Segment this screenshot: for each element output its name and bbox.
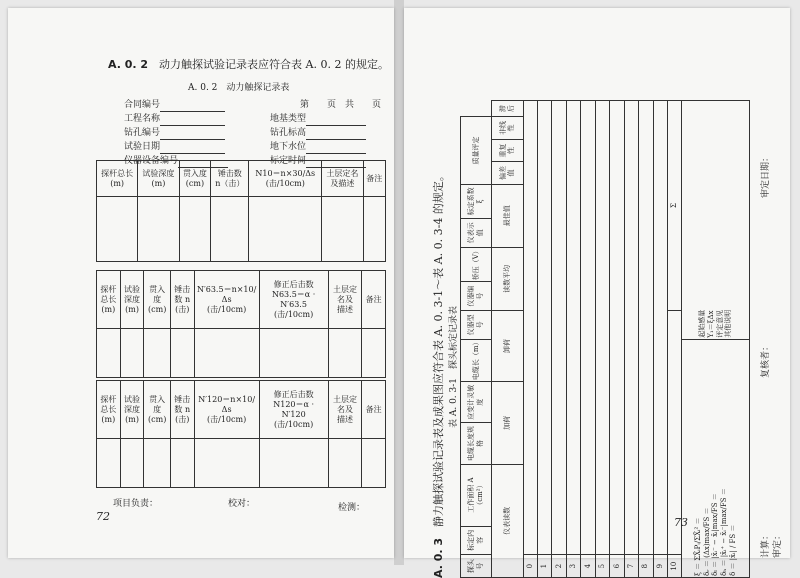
hdr-strain: 应变计灵敏度 (461, 382, 492, 423)
sub-nonlinear: 非线性 (492, 117, 523, 140)
col-soil: 土层定 名及 描述 (328, 381, 362, 439)
page-number-right: 73 (674, 516, 688, 529)
col-soil: 土层定名 及描述 (322, 161, 363, 197)
info-contract: 合同编号 (124, 98, 228, 112)
row-label: 7 (624, 555, 638, 578)
row-label: 5 (595, 555, 609, 578)
section-heading: A. 0. 2 动力触探试验记录表应符合表 A. 0. 2 的规定。 (108, 58, 389, 71)
probe-calibration-table (460, 100, 750, 578)
col-rod-length: 探杆总长 (m) (97, 161, 138, 197)
col-remark: 备注 (362, 271, 386, 329)
col-blow-count: 锤击 数 n (击) (170, 381, 194, 439)
col-n10: N10＝n×30/Δs (击/10cm) (249, 161, 322, 197)
sub-reading: 仪表读数 (492, 464, 523, 577)
info-foundation: 地基类型 (270, 112, 381, 126)
sub-average: 读数平均 (492, 247, 523, 310)
left-page (8, 8, 394, 558)
col-n120: N′120＝n×10/Δs (击/10cm) (194, 381, 259, 439)
hdr-content: 标定内容 (461, 526, 492, 555)
info-calibration: 标定时间 (270, 154, 381, 168)
info-borehole: 钻孔编号 (124, 126, 228, 140)
table-n120 (96, 380, 386, 488)
page-marker: 第 页 共 页 (300, 100, 382, 110)
sub-load: 加荷 (492, 382, 523, 465)
col-penetration: 贯入 度 (cm) (144, 381, 171, 439)
hdr-reading: 仪表示值 (461, 218, 492, 247)
row-label: 2 (552, 555, 566, 578)
row-label: 4 (581, 555, 595, 578)
info-instrument: 仪器设备编号 (124, 154, 228, 168)
footer-approve: 审定： (773, 530, 783, 558)
footer-calc: 计算： (761, 530, 771, 558)
col-remark: 备注 (363, 161, 385, 197)
row-label: 0 (523, 555, 537, 578)
table-title-right: 表 A. 0. 3-1 探头标定记录表 (449, 305, 459, 428)
col-soil: 土层定 名及 描述 (328, 271, 362, 329)
hdr-area: 工作面积 A（cm²） (461, 464, 492, 526)
book-gutter (394, 0, 404, 565)
table-n63-5 (96, 270, 386, 378)
col-remark: 备注 (362, 381, 386, 439)
col-n63: N′63.5＝n×10/Δs (击/10cm) (194, 271, 259, 329)
col-blow-count: 锤击数 n（击） (211, 161, 249, 197)
info-left-block (124, 98, 228, 168)
col-rod-length: 探杆 总长 (m) (97, 381, 121, 439)
row-label: 3 (566, 555, 580, 578)
col-n63-corrected: 修正后击数 N63.5＝α · N′63.5 (击/10cm) (259, 271, 328, 329)
rotated-content (424, 68, 783, 578)
sub-deviation: 偏差值 (492, 162, 523, 185)
footer-project-lead: 项目负责： (113, 499, 159, 509)
hdr-quality: 质量评定 (461, 117, 492, 185)
row-label: 6 (610, 555, 624, 578)
info-groundwater: 地下水位 (270, 140, 381, 154)
section-heading-right: A. 0. 3 静力触探试验记录表及成果图应符合表 A. 0. 3-1～表 A. 0. 3-4 的规定。 (432, 170, 445, 578)
table-n10 (96, 160, 386, 262)
footer-inspect: 检测： (338, 503, 366, 513)
hdr-bridge-v: 桥压（V） (461, 247, 492, 282)
info-project: 工程名称 (124, 112, 228, 126)
right-page (404, 8, 790, 578)
info-elevation: 钻孔标高 (270, 126, 381, 140)
row-label: 10 (667, 555, 681, 578)
hdr-coeff: 标定系数 ξ (461, 184, 492, 218)
summary-block: 起始感量 Y₁＝ξΔx 评定意见 其他说明 (682, 101, 750, 340)
sigma: Σ (667, 101, 681, 311)
sub-best: 最佳值 (492, 184, 523, 247)
info-right-block (270, 98, 381, 168)
table-title: A. 0. 2 动力触探记录表 (188, 83, 290, 93)
row-label: 9 (653, 555, 667, 578)
info-date: 试验日期 (124, 140, 228, 154)
col-test-depth: 试验 深度 (m) (120, 271, 144, 329)
col-n120-corrected: 修正后击数 N120＝α · N′120 (击/10cm) (259, 381, 328, 439)
page-number: 72 (96, 510, 110, 523)
sub-repeat: 重复性 (492, 139, 523, 162)
footer-review: 复核者： (761, 341, 771, 378)
col-blow-count: 锤击 数 n (击) (170, 271, 194, 329)
hdr-probe-no: 探头号 (461, 555, 492, 578)
hdr-inst-model: 仪器型号 (461, 311, 492, 340)
footer-approve-date: 审定日期： (761, 152, 771, 198)
hdr-inst-no: 仪器编号 (461, 282, 492, 311)
row-label: 8 (639, 555, 653, 578)
formula-block: ξ ＝ ΣX̄ᵢPᵢ/ΣX̄ᵢ² ＝ δᵣ ＝ (Δx)max/FS ＝ δₗ ＝ |x̄ᵢ⁻ − x̄ᵢ|max/FS ＝ δₕ ＝ |x̄ᵢ⁺ − x̄ᵢ⁻|max/FS ＝ δ ＝ |x̄ᵢ| / FS ＝ (682, 339, 750, 577)
col-rod-length: 探杆 总长 (m) (97, 271, 121, 329)
col-penetration: 贯入 度 (cm) (144, 271, 171, 329)
col-test-depth: 试验深度 (m) (138, 161, 179, 197)
hdr-cable-spec: 电缆长度规格 (461, 423, 492, 464)
col-penetration: 贯入度 (cm) (179, 161, 211, 197)
sub-unload: 卸荷 (492, 311, 523, 382)
sub-hysteresis: 滞后 (492, 101, 523, 117)
col-test-depth: 试验 深度 (m) (120, 381, 144, 439)
footer-proofread: 校对： (228, 499, 256, 509)
row-label: 1 (538, 555, 552, 578)
hdr-cable-len: 电缆长（m） (461, 339, 492, 381)
